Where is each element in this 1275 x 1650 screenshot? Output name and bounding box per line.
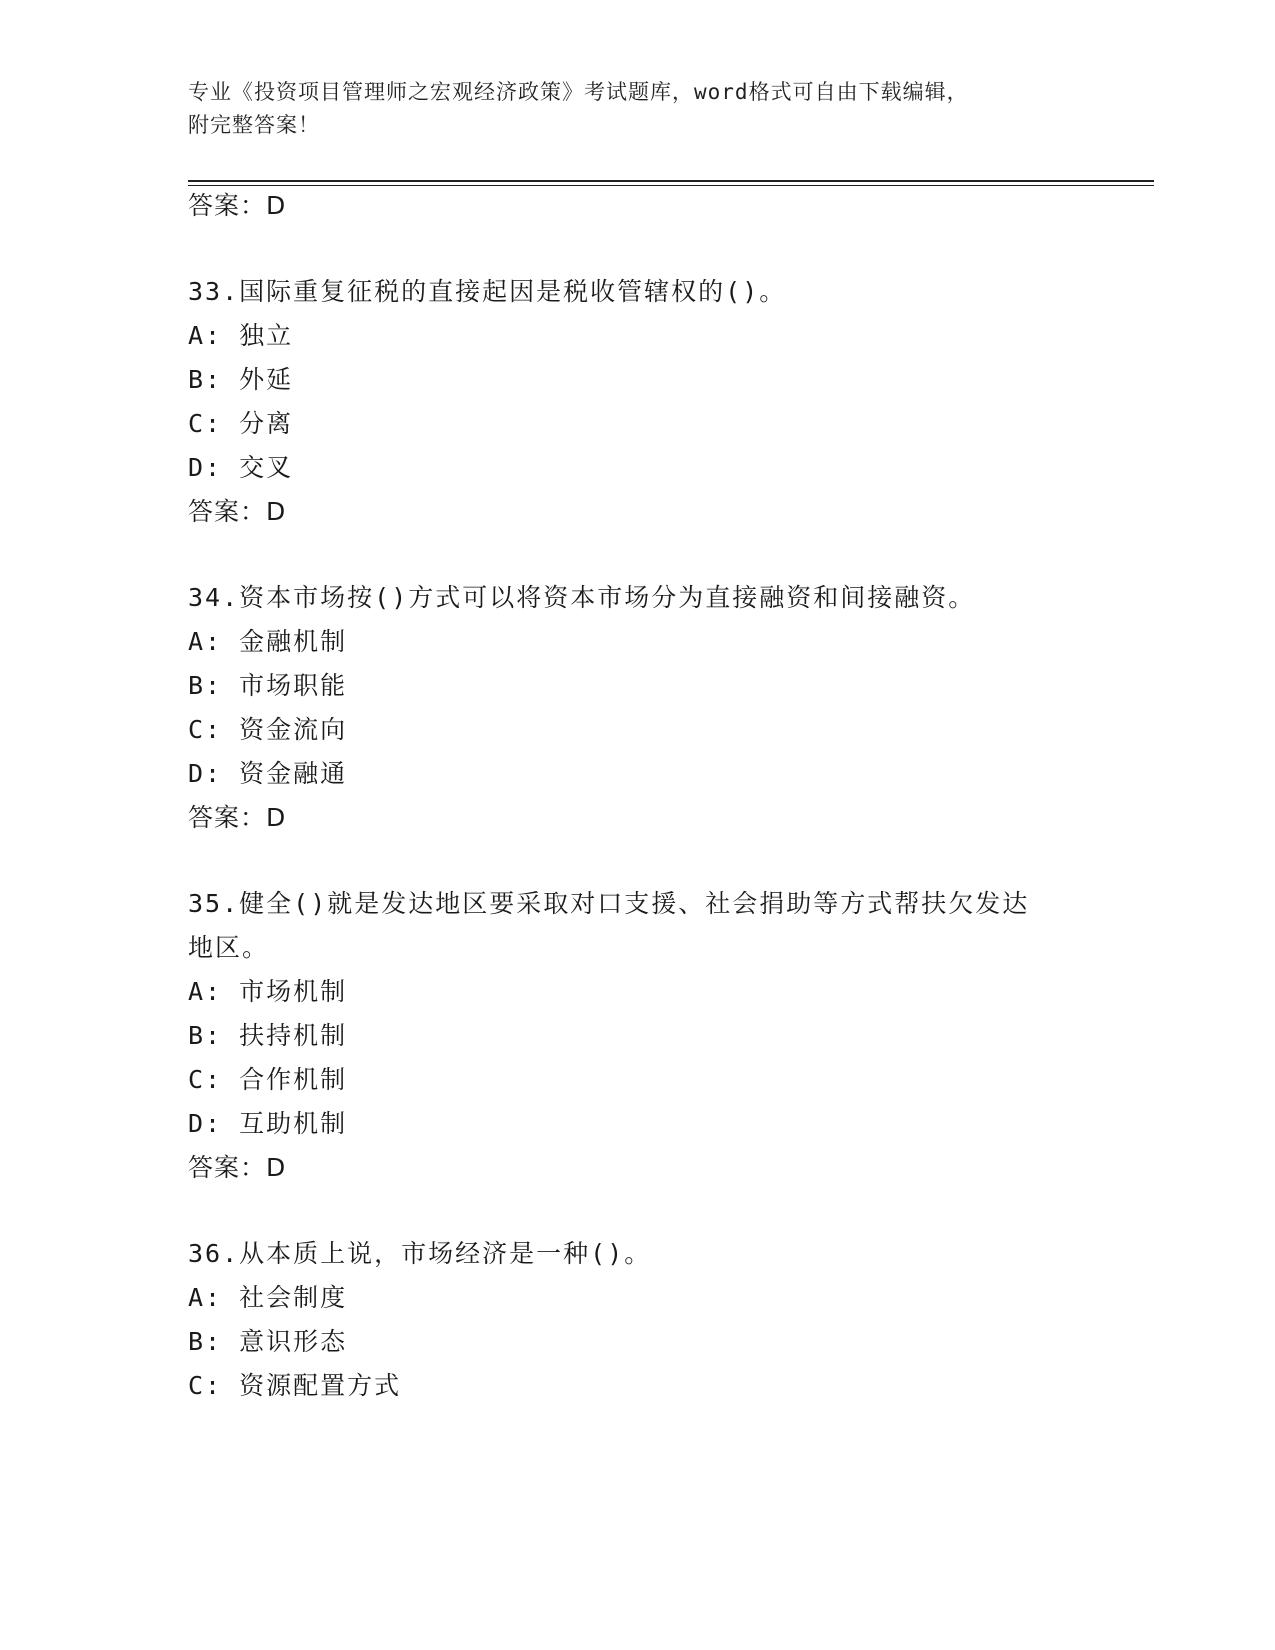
question-34-option-a: A: 金融机制 [188, 627, 348, 656]
question-34-answer: 答案：D [188, 803, 287, 832]
question-35-answer: 答案：D [188, 1153, 287, 1182]
question-33-option-d: D: 交叉 [188, 453, 294, 482]
answer-previous: 答案：D [188, 191, 287, 220]
question-34-option-d: D: 资金融通 [188, 759, 348, 788]
question-33-option-b: B: 外延 [188, 365, 294, 394]
header-line-1: 专业《投资项目管理师之宏观经济政策》考试题库，word格式可自由下载编辑， [188, 80, 969, 104]
question-33-text: 33.国际重复征税的直接起因是税收管辖权的()。 [188, 277, 787, 306]
question-35-text-line-2: 地区。 [188, 933, 270, 962]
question-36-option-a: A: 社会制度 [188, 1283, 348, 1312]
question-35-text-line-1: 35.健全()就是发达地区要采取对口支援、社会捐助等方式帮扶欠发达 [188, 889, 1030, 918]
question-33-option-a: A: 独立 [188, 321, 294, 350]
header-rule-thin [188, 185, 1154, 186]
document-header [188, 76, 1088, 142]
question-35-option-c: C: 合作机制 [188, 1065, 348, 1094]
header-rule-thick [188, 180, 1154, 182]
question-34-option-c: C: 资金流向 [188, 715, 348, 744]
question-34-text: 34.资本市场按()方式可以将资本市场分为直接融资和间接融资。 [188, 583, 976, 612]
header-line-2: 附完整答案！ [188, 113, 320, 137]
question-36-option-c: C: 资源配置方式 [188, 1371, 402, 1400]
question-33-answer: 答案：D [188, 497, 287, 526]
question-35-option-a: A: 市场机制 [188, 977, 348, 1006]
question-35-option-d: D: 互助机制 [188, 1109, 348, 1138]
question-33-option-c: C: 分离 [188, 409, 294, 438]
question-35-option-b: B: 扶持机制 [188, 1021, 348, 1050]
question-34-option-b: B: 市场职能 [188, 671, 348, 700]
question-36-option-b: B: 意识形态 [188, 1327, 348, 1356]
question-36-text: 36.从本质上说，市场经济是一种()。 [188, 1239, 652, 1268]
